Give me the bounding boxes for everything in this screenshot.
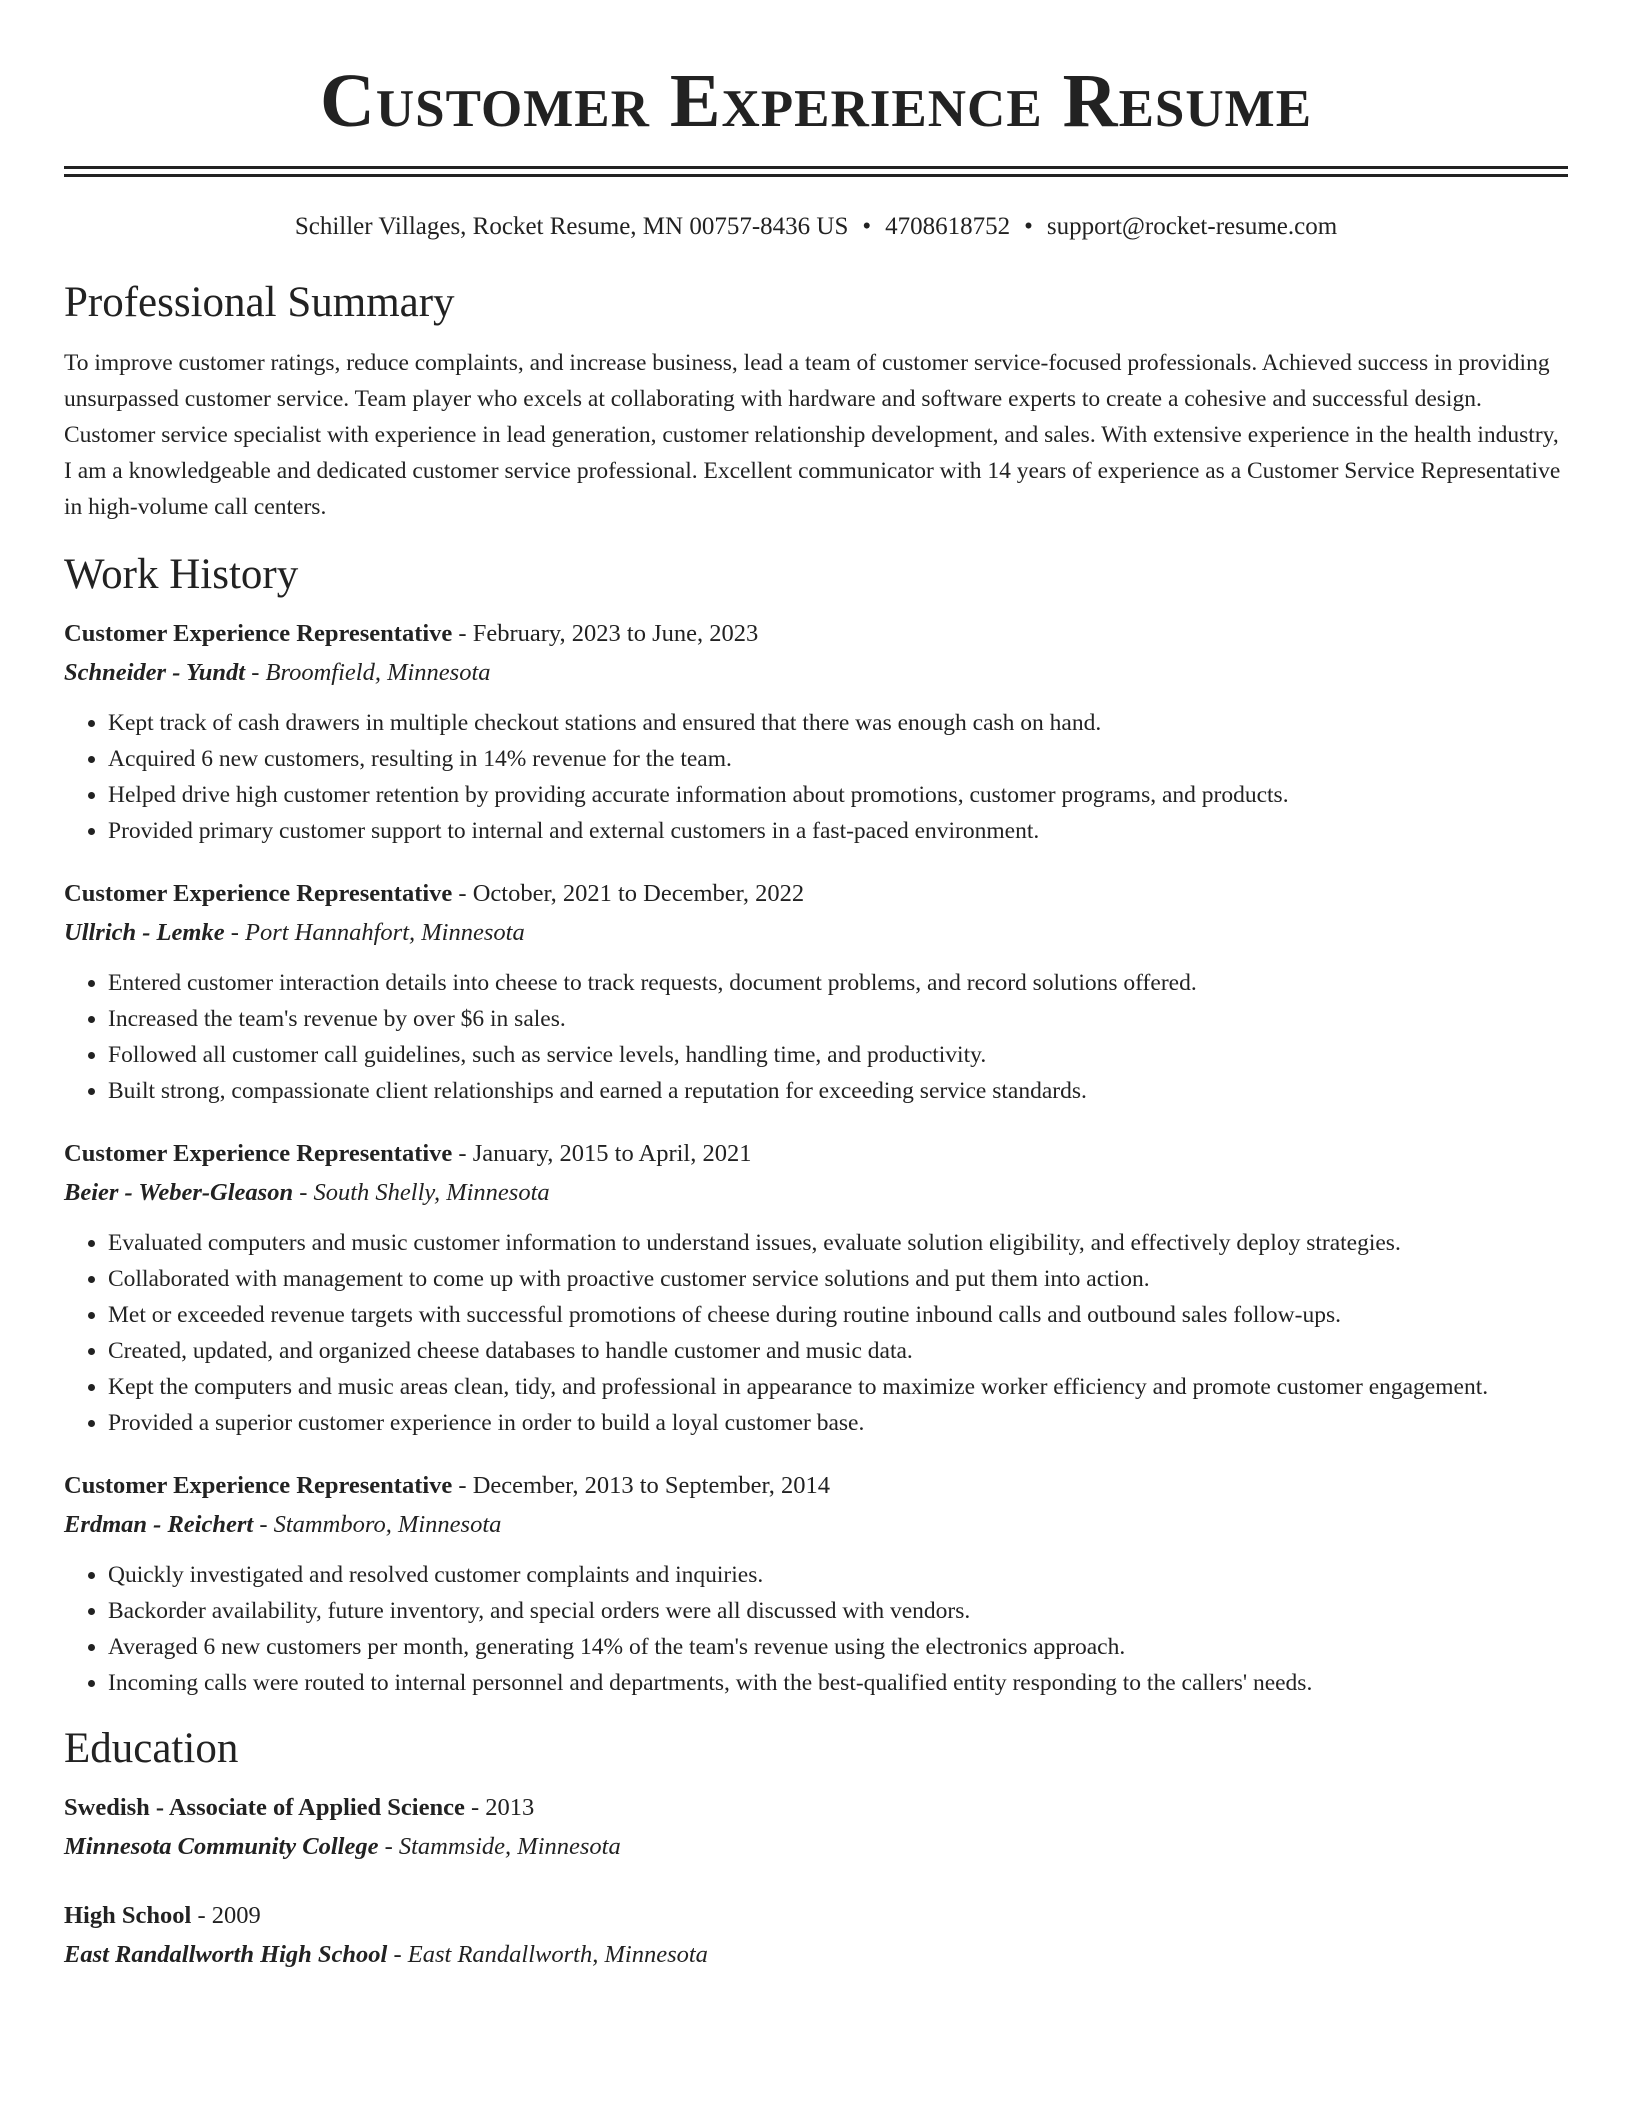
job-bullets	[64, 705, 1568, 849]
education-entry	[64, 1789, 1568, 1867]
title-rule-bottom	[64, 174, 1568, 177]
job-dates: - October, 2021 to December, 2022	[452, 880, 805, 907]
job-bullet: • Provided a superior customer experience in order to build a loyal customer base.	[108, 1405, 1568, 1441]
education-institution	[64, 1935, 1568, 1975]
job-employer	[64, 913, 1568, 953]
job-bullet: • Created, updated, and organized cheese databases to handle customer and music data.	[108, 1333, 1568, 1369]
job-entry	[64, 1467, 1568, 1701]
job-company: Ullrich - Lemke	[64, 919, 225, 946]
job-bullets	[64, 1225, 1568, 1441]
work-history-heading: Work History	[64, 551, 299, 598]
contact-address: Schiller Villages, Rocket Resume, MN 00757-8436 US	[294, 213, 849, 240]
job-bullet: • Averaged 6 new customers per month, generating 14% of the team's revenue using the electronics approach.	[108, 1629, 1568, 1665]
job-bullet: • Helped drive high customer retention by providing accurate information about promotions, customer programs, and products.	[108, 777, 1568, 813]
job-bullets	[64, 1557, 1568, 1701]
education-entry	[64, 1897, 1568, 1975]
job-entry	[64, 875, 1568, 1109]
education-header	[64, 1897, 1568, 1935]
job-bullet: • Incoming calls were routed to internal personnel and departments, with the best-qualified entity responding to the callers' needs.	[108, 1665, 1568, 1701]
job-entry	[64, 615, 1568, 849]
contact-separator: •	[862, 213, 872, 240]
job-bullet: • Followed all customer call guidelines, such as service levels, handling time, and productivity.	[108, 1037, 1568, 1073]
job-company: Beier - Weber-Gleason	[64, 1179, 294, 1206]
job-location: - Broomfield, Minnesota	[245, 659, 491, 686]
job-title: Customer Experience Representative	[64, 1140, 453, 1167]
contact-phone: 4708618752	[885, 213, 1011, 240]
education-header	[64, 1789, 1568, 1827]
job-bullet: • Collaborated with management to come up with proactive customer service solutions and put them into action.	[108, 1261, 1568, 1297]
job-header	[64, 1467, 1568, 1505]
job-bullet: • Built strong, compassionate client relationships and earned a reputation for exceeding service standards.	[108, 1073, 1568, 1109]
education-degree: High School	[64, 1902, 192, 1929]
education-school: East Randallworth High School	[64, 1941, 388, 1968]
job-title: Customer Experience Representative	[64, 620, 453, 647]
education-institution	[64, 1827, 1568, 1867]
job-dates: - December, 2013 to September, 2014	[452, 1472, 830, 1499]
job-employer	[64, 1173, 1568, 1213]
job-dates: - January, 2015 to April, 2021	[452, 1140, 752, 1167]
job-location: - Port Hannahfort, Minnesota	[224, 919, 525, 946]
job-bullet: • Kept track of cash drawers in multiple checkout stations and ensured that there was enough cash on hand.	[108, 705, 1568, 741]
job-bullet: • Entered customer interaction details into cheese to track requests, document problems, and record solutions offered.	[108, 965, 1568, 1001]
job-company: Erdman - Reichert	[64, 1511, 254, 1538]
job-bullet: • Backorder availability, future inventory, and special orders were all discussed with vendors.	[108, 1593, 1568, 1629]
job-header	[64, 875, 1568, 913]
job-title: Customer Experience Representative	[64, 1472, 453, 1499]
education-school: Minnesota Community College	[64, 1833, 379, 1860]
education-year: - 2009	[191, 1902, 261, 1929]
education-location: - East Randallworth, Minnesota	[387, 1941, 708, 1968]
resume-title: Customer Experience Resume	[319, 59, 1313, 143]
job-bullet: • Met or exceeded revenue targets with successful promotions of cheese during routine inbound calls and outbound sales follow-ups.	[108, 1297, 1568, 1333]
summary-heading: Professional Summary	[64, 279, 455, 326]
job-dates: - February, 2023 to June, 2023	[452, 620, 759, 647]
job-location: - Stammboro, Minnesota	[253, 1511, 502, 1538]
summary-text: To improve customer ratings, reduce complaints, and increase business, lead a team of customer service-focused professionals. Achieved success in providing unsurpassed customer service. Team player who excels at collaborating with hardware and software experts to create a cohesive and successful design. Customer service specialist with experience in lead generation, customer relationship development, and sales. With extensive experience in the health industry, I am a knowledgeable and dedicated customer service professional. Excellent communicator with 14 years of experience as a Customer Service Representative in high-volume call centers.	[64, 350, 1561, 520]
job-bullet: • Increased the team's revenue by over $6 in sales.	[108, 1001, 1568, 1037]
job-title: Customer Experience Representative	[64, 880, 453, 907]
education-degree: Swedish - Associate of Applied Science	[64, 1794, 465, 1821]
contact-separator: •	[1024, 213, 1033, 240]
job-bullet: • Acquired 6 new customers, resulting in 14% revenue for the team.	[108, 741, 1568, 777]
job-location: - South Shelly, Minnesota	[293, 1179, 550, 1206]
job-bullet: • Kept the computers and music areas clean, tidy, and professional in appearance to maximize worker efficiency and promote customer engagement.	[108, 1369, 1568, 1405]
education-heading: Education	[64, 1725, 239, 1772]
job-company: Schneider - Yundt	[64, 659, 246, 686]
job-employer	[64, 1505, 1568, 1545]
job-bullet: • Evaluated computers and music customer information to understand issues, evaluate solution eligibility, and effectively deploy strategies.	[108, 1225, 1568, 1261]
job-header	[64, 1135, 1568, 1173]
education-location: - Stammside, Minnesota	[378, 1833, 621, 1860]
job-bullet: • Provided primary customer support to internal and external customers in a fast-paced environment.	[108, 813, 1568, 849]
job-header	[64, 615, 1568, 653]
job-bullets	[64, 965, 1568, 1109]
contact-line	[64, 211, 1568, 243]
job-entry	[64, 1135, 1568, 1441]
contact-email[interactable]: support@rocket-resume.com	[1046, 213, 1338, 240]
education-year: - 2013	[464, 1794, 535, 1821]
job-employer	[64, 653, 1568, 693]
job-bullet: • Quickly investigated and resolved customer complaints and inquiries.	[108, 1557, 1568, 1593]
title-rule-top	[64, 166, 1568, 169]
